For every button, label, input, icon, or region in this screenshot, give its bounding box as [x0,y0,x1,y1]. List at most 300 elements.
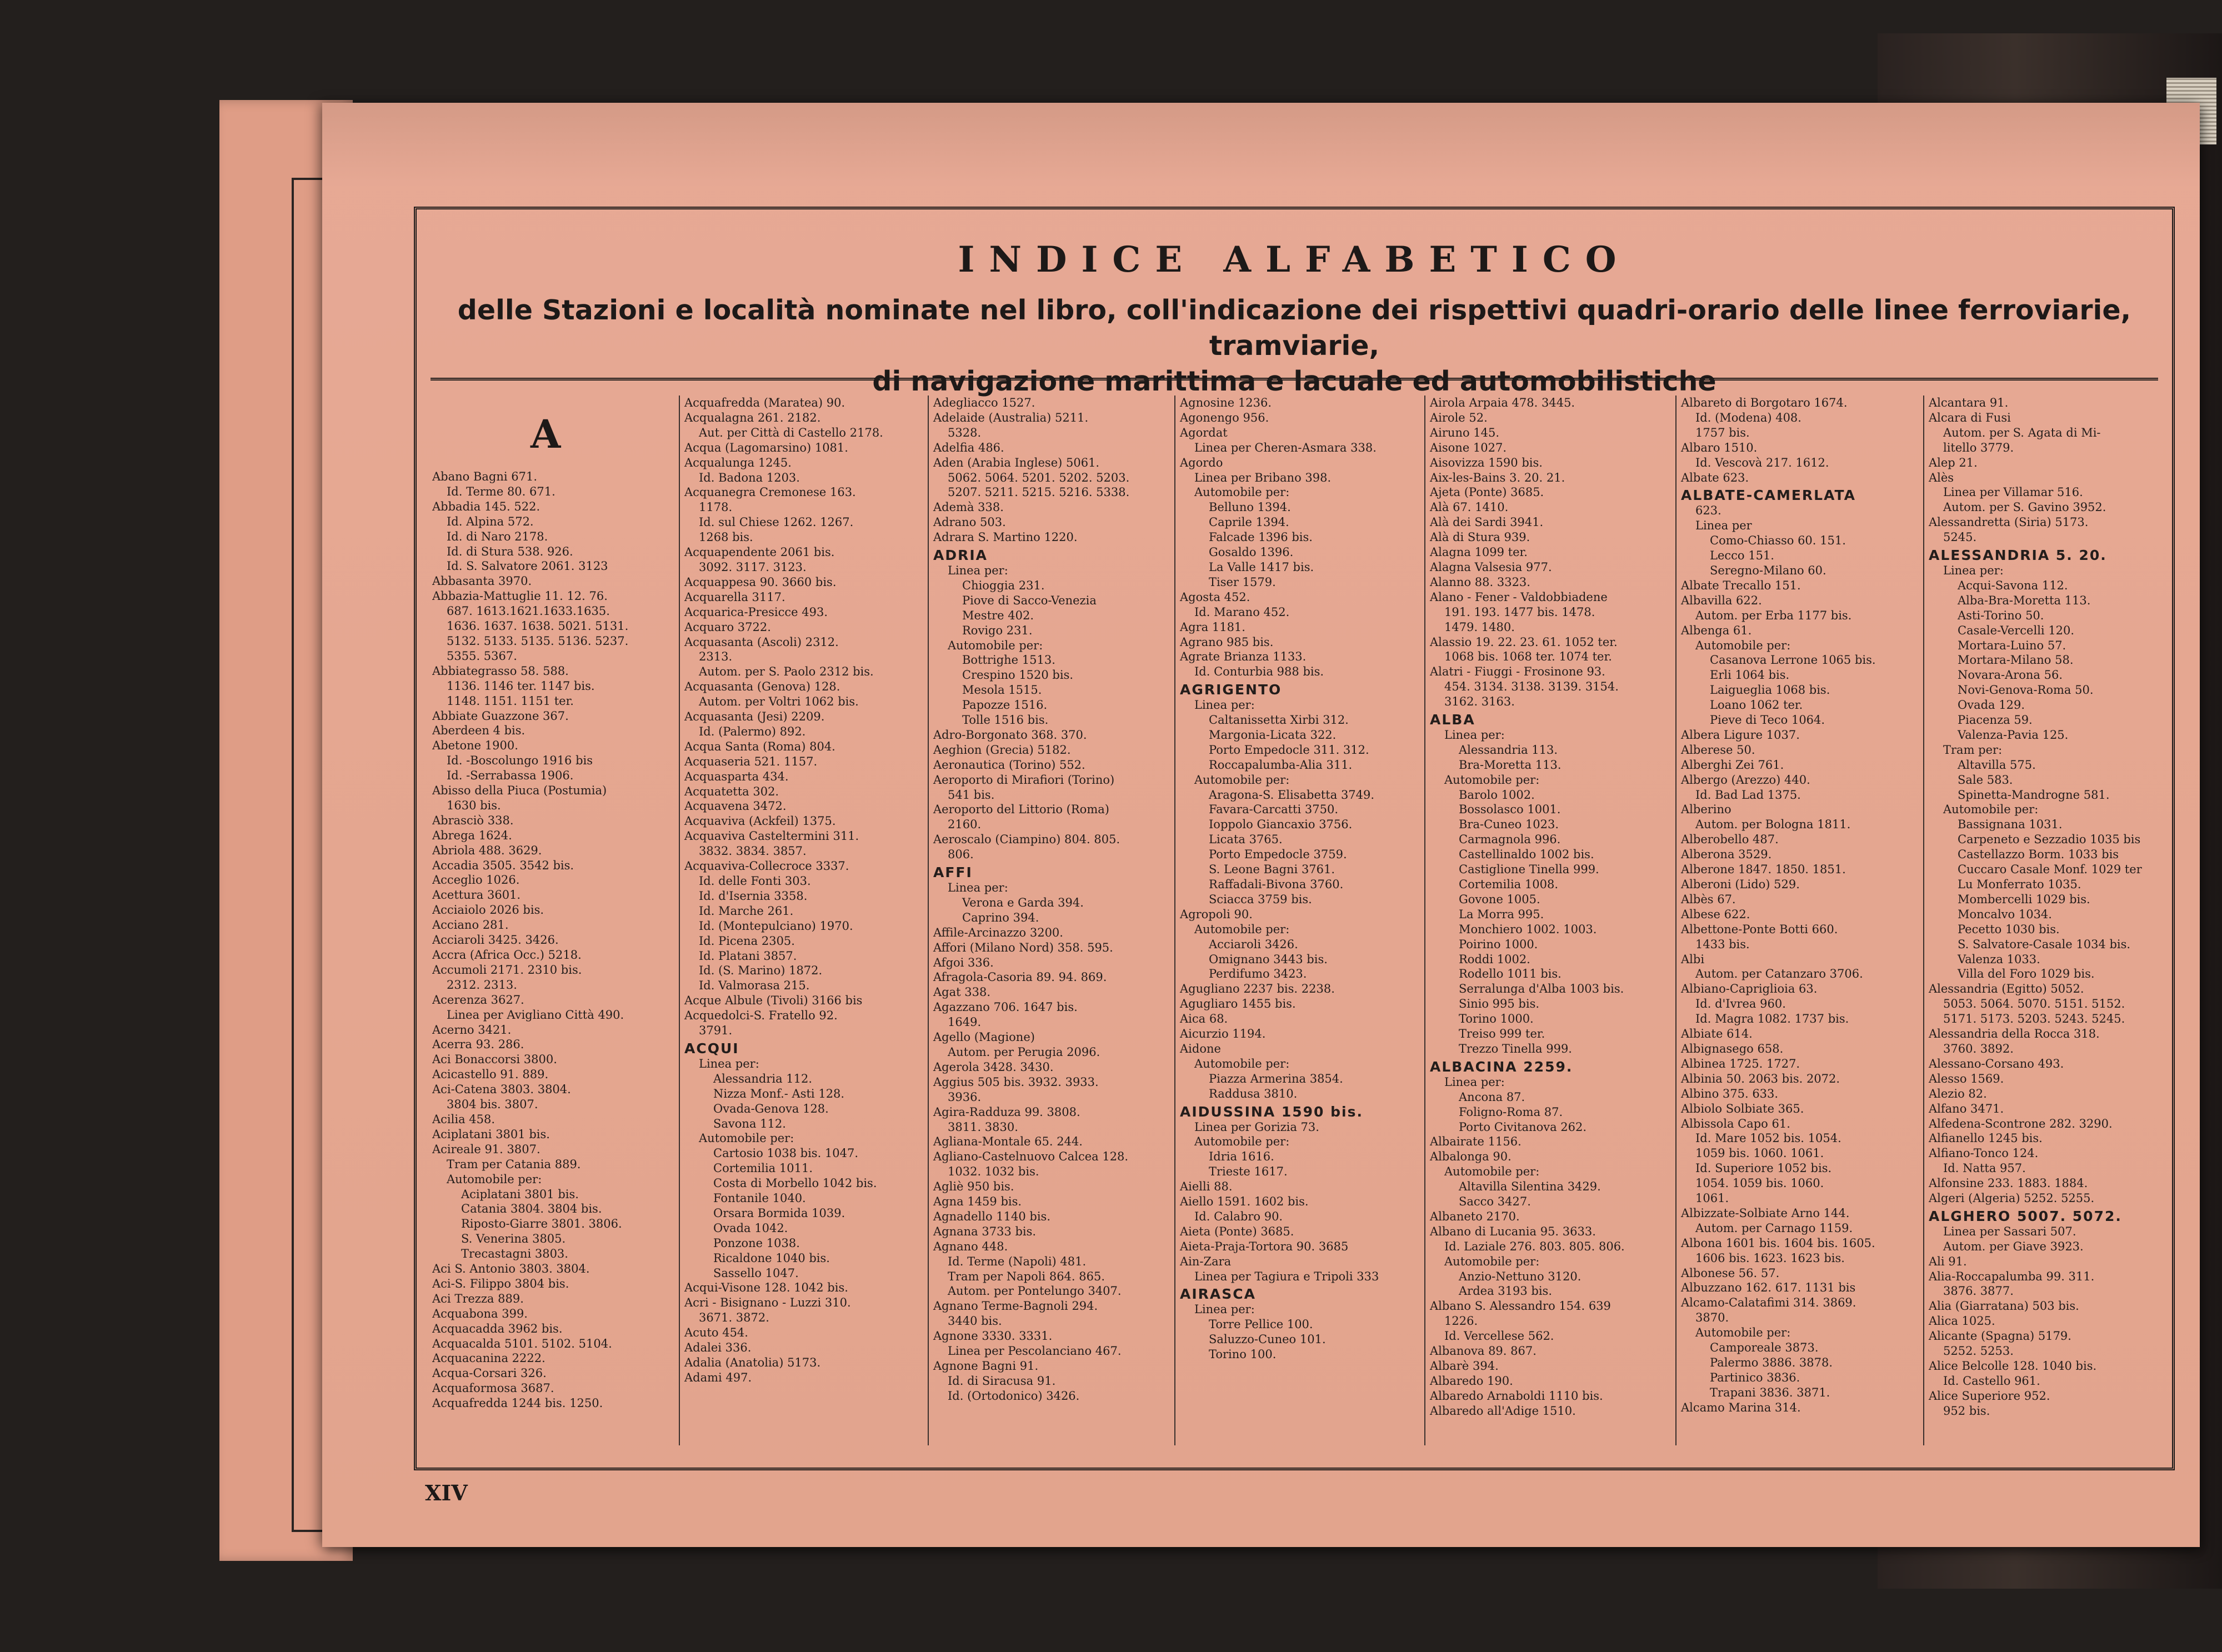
index-entry: 541 bis. [948,788,995,802]
index-entry: Torre Pellice 100. [1209,1318,1313,1331]
index-entry: Alezio 82. [1929,1087,1987,1100]
index-entry: Albarè 394. [1430,1359,1499,1373]
index-entry: Automobile per: [1943,803,2039,817]
index-entry: Acquaro 3722. [684,620,771,634]
index-entry: Novi-Genova-Roma 50. [1958,683,2094,697]
index-entry: Alà 67. 1410. [1430,500,1509,514]
index-entry: Carpeneto e Sezzadio 1035 bis [1958,833,2141,847]
section-letter: A [531,411,561,457]
index-entry: Linea per: [1194,1303,1255,1316]
index-entry: Altavilla Silentina 3429. [1459,1180,1601,1194]
index-section-heading: AGRIGENTO [1180,682,1282,698]
index-entry: Automobile per: [1695,638,1791,652]
index-entry: Aicurzio 1194. [1180,1027,1266,1041]
index-entry: Raddusa 3810. [1209,1087,1298,1100]
index-entry: Novara-Arona 56. [1958,668,2063,682]
index-entry: Id. Alpina 572. [447,514,534,528]
index-entry: Automobile per: [1444,1254,1540,1268]
index-entry: Linea per: [1444,1075,1505,1089]
index-entry: Sassello 1047. [713,1266,799,1280]
index-entry: Albate Trecallo 151. [1681,578,1801,592]
index-entry: Agliana-Montale 65. 244. [933,1135,1083,1149]
index-entry: Caprino 394. [962,910,1039,924]
index-section-heading: ACQUI [684,1040,739,1057]
index-entry: Acquafredda 1244 bis. 1250. [432,1396,603,1410]
index-entry: Tiser 1579. [1209,575,1276,589]
index-entry: 2312. 2313. [447,978,517,992]
index-entry: Id. Terme 80. 671. [447,484,556,498]
index-entry: Acicastello 91. 889. [432,1068,549,1082]
index-entry: Agugliaro 1455 bis. [1180,997,1296,1011]
index-entry: S. Venerina 3805. [461,1232,566,1246]
index-entry: Pecetto 1030 bis. [1958,922,2060,936]
index-entry: Autom. per Catanzaro 3706. [1695,967,1863,981]
index-entry: Automobile per: [948,638,1043,652]
index-entry: Linea per Gorizia 73. [1194,1120,1319,1134]
index-entry: Acquavena 3472. [684,799,787,813]
index-entry: Alano - Fener - Valdobbiadene [1430,590,1608,604]
index-entry: 1032. 1032 bis. [948,1165,1039,1179]
index-entry: Id. Valmorasa 215. [699,979,810,993]
index-entry: Ali 91. [1929,1254,1967,1268]
index-entry: Bra-Cuneo 1023. [1459,818,1559,832]
index-entry: Trapani 3836. 3871. [1710,1385,1830,1399]
index-entry: Valenza 1033. [1958,952,2040,966]
index-entry: Torino 1000. [1459,1012,1534,1026]
index-entry: Rodello 1011 bis. [1459,967,1562,981]
index-entry: Albairate 1156. [1430,1135,1522,1149]
index-entry: Albaredo all'Adige 1510. [1430,1404,1576,1418]
index-entry: Agra 1181. [1180,620,1245,634]
index-entry: Linea per Avigliano Città 490. [447,1008,624,1022]
index-entry: Seregno-Milano 60. [1710,563,1826,577]
index-entry: Acireale 91. 3807. [432,1142,541,1156]
index-entry: 191. 193. 1477 bis. 1478. [1444,605,1595,619]
index-entry: Id. di Naro 2178. [447,529,548,543]
index-entry: Castellazzo Borm. 1033 bis [1958,848,2119,862]
index-entry: Autom. per Carnago 1159. [1695,1221,1853,1235]
index-entry: Piacenza 59. [1958,713,2033,727]
index-entry: Id. Vercellese 562. [1444,1329,1554,1343]
index-entry: 5245. [1943,530,1977,544]
index-entry: Pieve di Teco 1064. [1710,713,1825,727]
index-entry: Acciano 281. [432,918,509,932]
index-entry: Cortemilia 1011. [713,1162,813,1175]
index-entry: Cartosio 1038 bis. 1047. [713,1147,859,1160]
index-entry: Acerenza 3627. [432,993,524,1007]
index-entry: Agosta 452. [1180,590,1250,604]
index-entry: 5207. 5211. 5215. 5216. 5338. [948,485,1130,499]
index-entry: Piove di Sacco-Venezia [962,593,1097,607]
index-entry: Automobile per: [1444,1165,1540,1179]
index-entry: Sciacca 3759 bis. [1209,892,1312,906]
index-entry: Aciplatani 3801 bis. [461,1187,579,1201]
index-entry: 952 bis. [1943,1404,1990,1418]
index-section-heading: ALBATE-CAMERLATA [1681,487,1856,504]
index-entry: Gosaldo 1396. [1209,545,1294,559]
index-entry: Acqua-Corsari 326. [432,1366,547,1380]
index-entry: Albinea 1725. 1727. [1681,1057,1800,1070]
index-entry: Adrara S. Martino 1220. [933,530,1078,544]
index-entry: Linea per: [699,1057,759,1070]
index-entry: Aieta (Ponte) 3685. [1180,1224,1294,1238]
index-entry: Sacco 3427. [1459,1195,1531,1209]
index-entry: Ardea 3193 bis. [1459,1284,1552,1298]
index-entry: Agnosine 1236. [1180,396,1272,409]
index-entry: Abano Bagni 671. [432,470,538,483]
index-entry: Id. d'Ivrea 960. [1695,997,1786,1011]
index-entry: Acquatetta 302. [684,784,779,798]
index-entry: Rovigo 231. [962,623,1033,637]
index-entry: Id. Conturbia 988 bis. [1194,665,1324,679]
index-entry: Alcamo Marina 314. [1681,1400,1801,1414]
index-entry: Albonese 56. 57. [1681,1266,1780,1280]
index-entry: Acerra 93. 286. [432,1038,524,1052]
index-entry: Mesola 1515. [962,683,1042,697]
index-entry: Agordo [1180,455,1223,469]
index-entry: Alice Superiore 952. [1929,1389,2050,1403]
index-entry: Orsara Bormida 1039. [713,1206,845,1220]
index-entry: Albaro 1510. [1681,440,1758,454]
index-entry: Ajeta (Ponte) 3685. [1430,485,1544,499]
index-entry: Papozze 1516. [962,698,1048,712]
index-entry: Alagna Valsesia 977. [1430,560,1552,574]
index-entry: Acquaviva-Collecroce 3337. [684,859,849,873]
index-entry: Alagna 1099 ter. [1430,545,1528,559]
index-entry: Moncalvo 1034. [1958,907,2052,921]
index-entry: Tolle 1516 bis. [962,713,1049,727]
index-entry: Acqui-Visone 128. 1042 bis. [684,1281,848,1295]
index-section-heading: ADRIA [933,547,988,564]
index-entry: Alcamo-Calatafimi 314. 3869. [1681,1296,1856,1310]
index-entry: Albizzate-Solbiate Arno 144. [1681,1206,1850,1220]
index-entry: Accra (Africa Occ.) 5218. [432,948,582,962]
index-entry: Aci S. Antonio 3803. 3804. [432,1262,590,1276]
index-entry: Sale 583. [1958,773,2013,787]
index-entry: Linea per Sassari 507. [1943,1224,2076,1238]
index-entry: 623. [1695,504,1721,518]
index-entry: Automobile per: [447,1172,542,1186]
index-entry: Alès [1929,470,1954,484]
index-entry: Id. Platani 3857. [699,949,797,963]
index-entry: 1059 bis. 1060. 1061. [1695,1147,1824,1160]
index-entry: Adro-Borgonato 368. 370. [933,728,1087,742]
index-entry: Ovada 1042. [713,1221,788,1235]
index-column-4 [1174,396,1424,1445]
index-entry: Agugliano 2237 bis. 2238. [1180,982,1335,996]
index-entry: 1433 bis. [1695,937,1750,951]
index-entry: Alfonsine 233. 1883. 1884. [1929,1177,2088,1190]
index-entry: Agello (Magione) [933,1030,1035,1044]
index-entry: Bossolasco 1001. [1459,803,1561,817]
index-entry: 3092. 3117. 3123. [699,560,807,574]
index-entry: 2313. [699,650,733,664]
index-section-heading: ALGHERO 5007. 5072. [1929,1208,2122,1224]
index-entry: Linea per: [1943,563,2004,577]
index-entry: Saluzzo-Cuneo 101. [1209,1333,1326,1346]
subtitle-line-1: delle Stazioni e località nominate nel libro, coll'indicazione dei rispettivi quadri-orario delle linee ferroviarie, tramviarie, [457,294,2131,362]
index-entry: Belluno 1394. [1209,500,1291,514]
index-section-heading: AIRASCA [1180,1286,1256,1303]
index-entry: Automobile per: [1194,922,1290,936]
index-entry: Roddi 1002. [1459,952,1530,966]
index-entry: Afgoi 336. [933,955,994,969]
index-entry: Abbadia 145. 522. [432,499,541,513]
index-entry: Adelfia 486. [933,440,1004,454]
index-entry: Falcade 1396 bis. [1209,530,1313,544]
index-entry: Chioggia 231. [962,578,1045,592]
index-entry: Id. Calabro 90. [1194,1209,1283,1223]
index-entry: 1061. [1695,1192,1729,1205]
index-entry: Linea per: [1194,698,1255,712]
index-entry: Bassignana 1031. [1958,818,2063,832]
index-entry: Acquaformosa 3687. [432,1381,554,1395]
index-entry: Alfedena-Scontrone 282. 3290. [1929,1117,2113,1130]
index-entry: Acettura 3601. [432,888,521,902]
index-entry: Aisovizza 1590 bis. [1430,455,1543,469]
index-entry: Serralunga d'Alba 1003 bis. [1459,982,1624,996]
index-entry: Trecastagni 3803. [461,1247,568,1261]
index-entry: Id. Picena 2305. [699,934,795,948]
index-entry: 1178. [699,500,733,514]
index-entry: 3440 bis. [948,1314,1002,1328]
index-entry: Albissola Capo 61. [1681,1117,1790,1130]
index-entry: Autom. per S. Gavino 3952. [1943,500,2106,514]
index-entry: Mortara-Luino 57. [1958,638,2066,652]
index-entry: Linea per: [1444,728,1505,742]
index-entry: Acquaviva (Ackfeil) 1375. [684,814,836,828]
index-entry: Albergo (Arezzo) 440. [1681,773,1810,787]
index-entry: Alberghi Zei 761. [1681,758,1784,772]
index-entry: Albettone-Ponte Botti 660. [1681,922,1838,936]
index-entry: Tram per: [1943,743,2003,757]
index-entry: Caprile 1394. [1209,515,1289,529]
index-entry: Albiate 614. [1681,1027,1753,1041]
index-entry: Aeroporto di Mirafiori (Torino) [933,773,1115,787]
index-entry: Aiello 1591. 1602 bis. [1180,1195,1309,1209]
index-entry: Agnano Terme-Bagnoli 294. [933,1299,1098,1313]
index-entry: Alà dei Sardi 3941. [1430,515,1544,529]
index-entry: Anzio-Nettuno 3120. [1459,1269,1582,1283]
index-entry: Acuto 454. [684,1326,748,1340]
index-entry: Camporeale 3873. [1710,1341,1819,1355]
index-entry: Piazza Armerina 3854. [1209,1072,1343,1085]
index-entry: Alberona 3529. [1681,848,1772,862]
index-entry: Albignasego 658. [1681,1042,1784,1055]
index-entry: Id. d'Isernia 3358. [699,889,808,903]
index-entry: Monchiero 1002. 1003. [1459,922,1597,936]
index-entry: Id. sul Chiese 1262. 1267. [699,515,854,529]
index-entry: 5252. 5253. [1943,1344,2014,1358]
index-entry: Alessandria 113. [1459,743,1558,757]
index-entry: Alcantara 91. [1929,396,2009,409]
index-entry: Aut. per Città di Castello 2178. [699,425,883,439]
index-entry: Abbiate Guazzone 367. [432,709,569,723]
index-entry: Agazzano 706. 1647 bis. [933,1000,1078,1014]
index-entry: Abisso della Piuca (Postumia) [432,784,607,798]
index-entry: 2160. [948,818,982,832]
index-entry: 1606 bis. 1623. 1623 bis. [1695,1251,1845,1265]
index-entry: 1649. [948,1015,982,1029]
index-entry: Agrate Brianza 1133. [1180,650,1307,664]
index-entry: Albenga 61. [1681,623,1752,637]
index-entry: Ponzone 1038. [713,1236,800,1250]
index-subtitle [414,293,2175,399]
index-entry: Agnone 3330. 3331. [933,1329,1053,1343]
index-section-heading: AFFI [933,864,973,881]
index-entry: Aisone 1027. [1430,440,1507,454]
index-entry: Albate 623. [1681,470,1749,484]
index-entry: Acquasparta 434. [684,769,789,783]
index-entry: Villa del Foro 1029 bis. [1958,967,2095,981]
index-entry: Riposto-Giarre 3801. 3806. [461,1217,622,1231]
index-entry: Acquedolci-S. Fratello 92. [684,1009,838,1023]
index-entry: Alberino [1681,803,1731,817]
index-entry: S. Salvatore-Casale 1034 bis. [1958,937,2131,951]
index-entry: Asti-Torino 50. [1958,608,2044,622]
index-entry: 5062. 5064. 5201. 5202. 5203. [948,470,1130,484]
index-entry: 1068 bis. 1068 ter. 1074 ter. [1444,650,1612,664]
index-entry: Automobile per: [1695,1326,1791,1340]
index-entry: Caltanissetta Xirbi 312. [1209,713,1349,727]
index-entry: Alicante (Spagna) 5179. [1929,1329,2071,1343]
index-entry: Aeronautica (Torino) 552. [933,758,1085,772]
index-entry: Costa di Morbello 1042 bis. [713,1177,877,1190]
index-entry: 3870. [1695,1311,1729,1325]
index-entry: Alberoni (Lido) 529. [1681,878,1800,891]
index-entry: Acquappesa 90. 3660 bis. [684,575,837,589]
index-entry: 1636. 1637. 1638. 5021. 5131. [447,619,629,633]
index-entry: Casale-Vercelli 120. [1958,623,2075,637]
index-entry: Acquapendente 2061 bis. [684,545,835,559]
index-column-2 [679,396,930,1445]
index-entry: Acerno 3421. [432,1023,512,1037]
index-entry: Accadia 3505. 3542 bis. [432,858,574,872]
index-entry: Id. di Siracusa 91. [948,1374,1056,1388]
index-entry: Id. di Stura 538. 926. [447,544,573,558]
index-entry: Acqua Santa (Roma) 804. [684,739,835,753]
index-entry: La Morra 995. [1459,907,1544,921]
index-entry: 1757 bis. [1695,425,1750,439]
index-entry: Agnadello 1140 bis. [933,1209,1051,1223]
index-entry: Automobile per: [1194,773,1290,787]
index-entry: Abrasciò 338. [432,813,514,827]
index-title: INDICE ALFABETICO [958,239,1631,281]
index-entry: Autom. per Pontelungo 3407. [948,1284,1122,1298]
index-entry: Albona 1601 bis. 1604 bis. 1605. [1681,1236,1875,1250]
index-entry: Albiano-Capriglioia 63. [1681,982,1818,996]
index-entry: Albalonga 90. [1430,1150,1512,1164]
index-entry: Albi [1681,952,1705,966]
index-entry: Trezzo Tinella 999. [1459,1042,1572,1055]
index-entry: Adrano 503. [933,515,1006,529]
index-entry: Acciaroli 3426. [1209,937,1298,951]
index-entry: Partinico 3836. [1710,1370,1800,1384]
index-entry: Agonengo 956. [1180,411,1269,424]
index-entry: Alessandretta (Siria) 5173. [1929,515,2089,529]
index-entry: Linea per: [948,881,1008,894]
index-entry: Automobile per: [699,1132,794,1145]
index-entry: Linea per Pescolanciano 467. [948,1344,1122,1358]
index-entry: Acquasanta (Genova) 128. [684,680,840,694]
index-entry: Acqui-Savona 112. [1958,578,2068,592]
index-entry: Aeroporto del Littorio (Roma) [933,803,1109,817]
index-entry: Omignano 3443 bis. [1209,952,1328,966]
index-entry: Alia (Giarratana) 503 bis. [1929,1299,2079,1313]
index-entry: Agnone Bagni 91. [933,1359,1039,1373]
index-section-heading: ALESSANDRIA 5. 20. [1929,547,2107,564]
index-entry: Autom. per Perugia 2096. [948,1045,1100,1059]
index-entry: Alessandria (Egitto) 5052. [1929,982,2084,996]
index-entry: Automobile per: [1194,1135,1290,1149]
index-entry: Carmagnola 996. [1459,833,1561,847]
index-entry: Alatri - Fiuggi - Frosinone 93. [1430,665,1605,679]
index-entry: Agnano 448. [933,1239,1008,1253]
index-entry: Favara-Carcatti 3750. [1209,803,1338,817]
index-entry: Aci Trezza 889. [432,1291,524,1305]
index-entry: Aica 68. [1180,1012,1228,1026]
index-entry: Roccapalumba-Alia 311. [1209,758,1353,772]
index-entry: Id. Magra 1082. 1737 bis. [1695,1012,1849,1026]
index-entry: Nizza Monf.- Asti 128. [713,1087,845,1100]
index-entry: Albano di Lucania 95. 3633. [1430,1224,1596,1238]
index-entry: Autom. per S. Agata di Mi- [1943,425,2101,439]
index-entry: 1268 bis. [699,530,753,544]
index-entry: Acquacanina 2222. [432,1351,546,1365]
index-entry: Autom. per Bologna 1811. [1695,818,1851,832]
index-entry: Autom. per S. Paolo 2312 bis. [699,665,874,679]
index-entry: Barolo 1002. [1459,788,1535,802]
page-curl-shadow [322,103,2200,186]
index-entry: Id. Bad Lad 1375. [1695,788,1801,802]
index-entry: 3804 bis. 3807. [447,1098,538,1112]
index-entry: Agliano-Castelnuovo Calcea 128. [933,1150,1129,1164]
index-entry: Id. -Boscolungo 1916 bis [447,754,593,768]
index-entry: Casanova Lerrone 1065 bis. [1710,653,1876,667]
index-entry: Albaredo 190. [1430,1374,1513,1388]
index-entry: Aggius 505 bis. 3932. 3933. [933,1075,1099,1089]
index-entry: Licata 3765. [1209,833,1283,847]
index-column-7 [1923,396,2174,1445]
index-entry: Ancona 87. [1459,1090,1525,1104]
index-entry: Linea per Tagiura e Tripoli 333 [1194,1269,1379,1283]
index-entry: Alassio 19. 22. 23. 61. 1052 ter. [1430,635,1618,649]
index-entry: Porto Empedocle 3759. [1209,848,1347,862]
index-column-6 [1675,396,1924,1445]
index-entry: Automobile per: [1194,485,1290,499]
index-entry: 1226. [1444,1314,1478,1328]
index-entry: Agropoli 90. [1180,907,1253,921]
index-entry: 3162. 3163. [1444,695,1515,709]
index-entry: Adalia (Anatolia) 5173. [684,1356,821,1369]
index-entry: Albinia 50. 2063 bis. 2072. [1681,1072,1840,1085]
index-entry: 5132. 5133. 5135. 5136. 5237. [447,634,629,648]
index-entry: 3936. [948,1090,982,1104]
index-entry: Laigueglia 1068 bis. [1710,683,1830,697]
index-entry: litello 3779. [1943,440,2014,454]
index-entry: Albese 622. [1681,907,1750,921]
index-entry: Cuccaro Casale Monf. 1029 ter [1958,863,2142,877]
index-entry: 3811. 3830. [948,1120,1018,1134]
index-entry: Agira-Radduza 99. 3808. [933,1105,1080,1119]
index-entry: Cortemilia 1008. [1459,878,1558,891]
page-number: XIV [425,1480,468,1505]
index-entry: Agerola 3428. 3430. [933,1060,1054,1074]
index-entry: Affile-Arcinazzo 3200. [933,925,1063,939]
index-entry: Porto Civitanova 262. [1459,1120,1587,1134]
index-entry: Accumoli 2171. 2310 bis. [432,963,582,977]
index-entry: Albès 67. [1681,892,1736,906]
